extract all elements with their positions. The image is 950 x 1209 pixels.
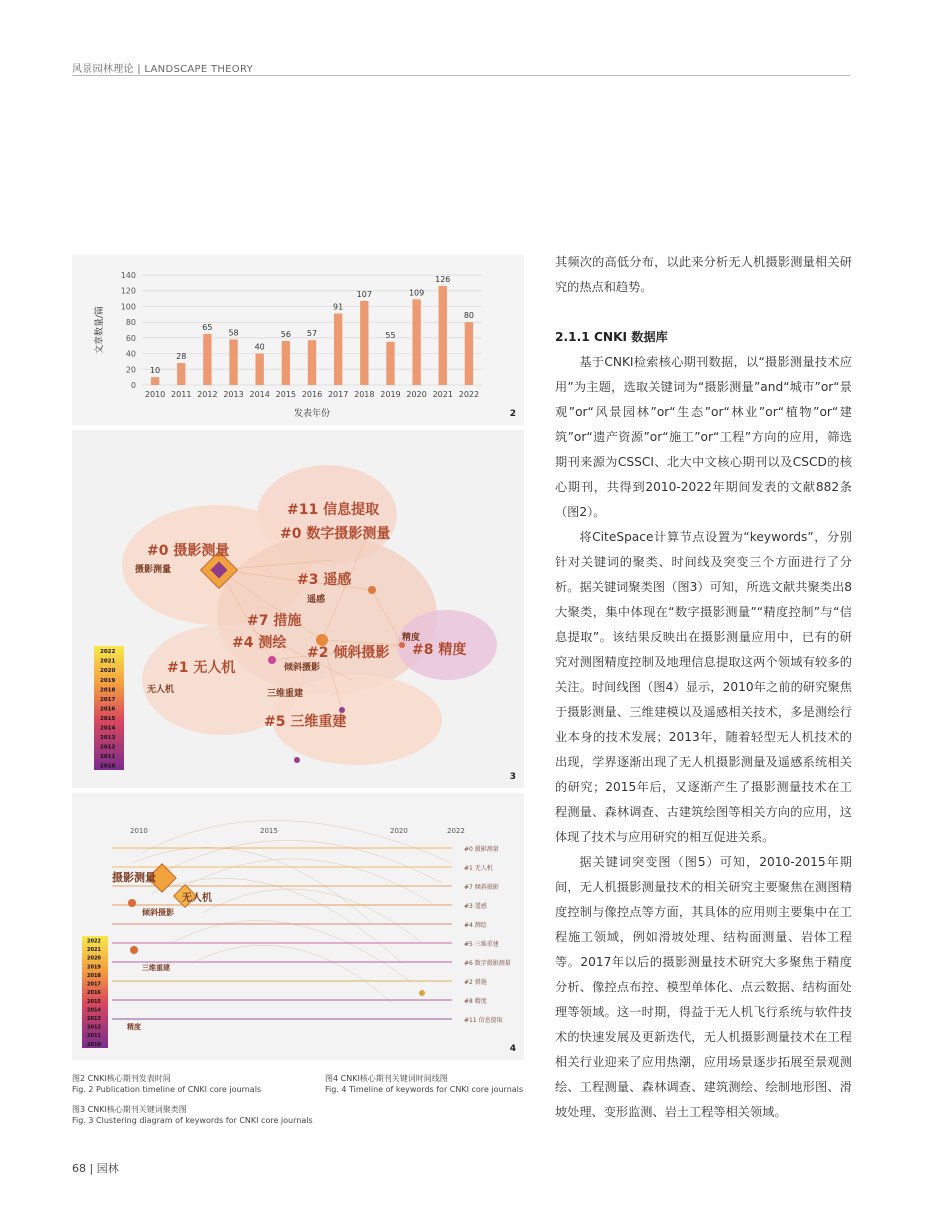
keyword-label: 倾斜摄影: [142, 908, 174, 917]
data-label: 80: [463, 311, 475, 321]
y-tick-label: 60: [125, 333, 136, 343]
data-label: 28: [176, 352, 187, 361]
bar: [412, 299, 420, 385]
keyword-label: 倾斜摄影: [284, 663, 321, 673]
cluster-label: #7 倾斜摄影: [464, 884, 499, 891]
cluster-label: #0 摄影测量: [464, 846, 499, 853]
node-dot: [368, 586, 376, 594]
x-tick-label: 2016: [301, 390, 323, 399]
caption-cn: 图2 CNKI核心期刊发表时间: [72, 1074, 171, 1083]
cluster-label: #11 信息提取: [464, 1017, 503, 1024]
cluster-label: #1 无人机: [464, 865, 493, 872]
y-tick-label: 120: [120, 286, 136, 296]
legend-year: 2017: [87, 981, 101, 988]
legend-year: 2014: [87, 1007, 101, 1014]
y-tick-label: 20: [125, 365, 136, 375]
data-label: 65: [202, 322, 213, 332]
x-tick-label: 2014: [249, 390, 270, 399]
x-tick-label: 2020: [406, 390, 427, 399]
legend-year: 2016: [100, 706, 116, 713]
legend-year: 2020: [100, 668, 116, 675]
data-label: 107: [356, 289, 372, 299]
figure-2: [72, 255, 524, 425]
x-tick-label: 2022: [458, 390, 480, 399]
bar: [229, 339, 237, 385]
keyword-timeline: [72, 793, 524, 1060]
keyword-label: 遥感: [307, 595, 326, 605]
bar: [439, 286, 447, 385]
node-dot: [339, 707, 345, 713]
data-label: 58: [228, 328, 239, 338]
bar: [360, 301, 368, 385]
caption-en: Fig. 4 Timeline of keywords for CNKI core journals: [325, 1085, 524, 1094]
paragraph: 基于CNKI检索核心期刊数据，以“摄影测量技术应用”为主题，选取关键词为“摄影测量”and“城市”or“景观”or“风景园林”or“生态”or“林业”or“植物”or“建筑”or“遗产资源”or“施工”or“工程”方向的应用，筛选期刊来源为CSSCI、北大中文核心期刊以及CSCD的核心期刊，共得到2010-2022年期间发表的文献882条（图2）。: [555, 355, 852, 519]
y-tick-label: 140: [120, 271, 136, 280]
keyword-label: 摄影测量: [112, 871, 156, 884]
header-divider: [72, 75, 850, 76]
legend-year: 2012: [87, 1024, 101, 1031]
keyword-label: 摄影测量: [135, 565, 172, 575]
data-label: 91: [333, 302, 344, 312]
x-tick-label: 2010: [144, 390, 166, 399]
bar: [386, 342, 394, 385]
section-heading: 2.1.1 CNKI 数据库: [555, 330, 668, 344]
x-tick-label: 2011: [171, 390, 192, 399]
keyword-label: 无人机: [182, 893, 212, 904]
x-tick-label: 2018: [354, 390, 375, 399]
data-label: 56: [280, 330, 291, 339]
data-label: 55: [385, 330, 396, 340]
keyword-label: 无人机: [147, 685, 175, 695]
cluster-label: #7 措施: [247, 613, 302, 629]
keyword-cluster-map: [72, 430, 524, 788]
legend-year: 2017: [100, 696, 116, 703]
x-tick-label: 2019: [380, 390, 401, 399]
legend-year: 2018: [87, 972, 101, 979]
y-tick-label: 40: [125, 349, 136, 359]
body-text: [555, 250, 852, 1125]
node-dot: [128, 899, 136, 907]
publication-bar-chart: [72, 255, 524, 425]
year-axis-label: 2022: [447, 827, 465, 835]
cluster-label: #5 三维重建: [264, 714, 347, 730]
legend-year: 2015: [87, 998, 101, 1005]
legend-year: 2019: [87, 964, 101, 971]
timeline-rows: [112, 845, 511, 1024]
bar: [177, 363, 185, 385]
paragraph: 其频次的高低分布，以此来分析无人机摄影测量相关研究的热点和趋势。: [555, 255, 852, 294]
legend-year: 2013: [100, 735, 116, 741]
keyword-label: 精度: [127, 1023, 141, 1031]
x-axis-title: 发表年份: [293, 409, 331, 419]
legend-year: 2022: [87, 938, 101, 945]
legend-year: 2010: [87, 1041, 101, 1048]
running-head: 风景园林理论 | LANDSCAPE THEORY: [72, 64, 253, 75]
year-legend: [82, 936, 108, 1048]
paragraph: 将CiteSpace计算节点设置为“keywords”，分别针对关键词的聚类、时间线及突变三个方面进行了分析。据关键词聚类图（图3）可知，所选文献共聚类出8大聚类，集中体现在“数字摄影测量”“精度控制”与“信息提取”。该结果反映出在摄影测量应用中，已有的研究对测图精度控制及地理信息提取这两个领域有较多的关注。时间线图（图4）显示，2010年之前的研究聚焦于摄影测量、三维建模以及遥感相关技术，多是测绘行业本身的技术发展；2013年，随着轻型无人机技术的出现，学界逐渐出现了无人机摄影测量及遥感系统相关的研究；2015年后，又逐渐产生了摄影测量技术在工程测量、森林调查、古建筑绘图等相关方向的应用，这体现了技术与应用研究的相互促进关系。: [555, 530, 852, 844]
cluster-label: #0 数字摄影测量: [280, 526, 391, 542]
cluster-label: #8 精度: [464, 998, 487, 1005]
node-dot: [294, 757, 300, 763]
legend-year: 2016: [87, 990, 101, 997]
cluster-label: #6 数字摄影测量: [464, 960, 511, 967]
keyword-label: 三维重建: [267, 689, 304, 699]
x-tick-label: 2012: [197, 390, 218, 399]
y-axis-title: 文章数量/篇: [95, 305, 105, 355]
legend-year: 2020: [87, 955, 101, 962]
cluster-label: #2 措施: [464, 979, 487, 986]
x-tick-label: 2013: [223, 390, 244, 399]
data-label: 57: [306, 329, 318, 339]
legend-year: 2021: [100, 658, 116, 665]
data-label: 10: [149, 366, 161, 376]
cluster-label: #2 倾斜摄影: [307, 645, 390, 661]
y-tick-label: 80: [125, 318, 136, 328]
bar: [334, 314, 342, 386]
cluster-label: #4 测绘: [464, 922, 487, 929]
data-label: 126: [435, 275, 451, 284]
bar: [282, 341, 290, 385]
bar: [256, 354, 264, 385]
figure-3-caption: [72, 1104, 313, 1126]
y-tick-label: 100: [120, 302, 136, 312]
figure-4-number: 4: [509, 1044, 516, 1054]
y-tick-label: 0: [130, 381, 136, 390]
node-dot: [130, 946, 138, 954]
page-footer: 68 | 园林: [72, 1162, 119, 1175]
year-axis-label: 2020: [390, 827, 408, 835]
cluster-label: #3 遥感: [464, 903, 487, 910]
cluster-label: #0 摄影测量: [147, 543, 230, 559]
keyword-label: 精度: [402, 633, 421, 643]
cluster-label: #1 无人机: [167, 660, 236, 676]
figure-3: [72, 430, 524, 788]
legend-year: 2022: [100, 649, 116, 656]
x-tick-label: 2015: [275, 390, 297, 399]
figure-3-number: 3: [509, 772, 516, 782]
figure-4-caption: [325, 1073, 523, 1095]
caption-en: Fig. 2 Publication timeline of CNKI core journals: [72, 1085, 262, 1094]
x-tick-label: 2017: [327, 390, 349, 399]
data-label: 40: [254, 342, 265, 352]
caption-cn: 图3 CNKI核心期刊关键词聚类图: [72, 1105, 187, 1114]
year-axis-label: 2015: [260, 827, 278, 835]
legend-year: 2011: [100, 754, 116, 761]
bar: [151, 377, 159, 385]
figure-2-caption: [72, 1073, 261, 1095]
bar: [308, 340, 316, 385]
legend-year: 2018: [100, 687, 116, 694]
legend-year: 2015: [100, 715, 116, 722]
data-label: 109: [408, 288, 425, 298]
legend-year: 2011: [87, 1033, 101, 1040]
year-axis-label: 2010: [130, 827, 148, 835]
bar: [203, 334, 211, 385]
node-dot: [419, 990, 425, 996]
bar: [465, 322, 473, 385]
figure-4: [72, 793, 524, 1060]
cluster-label: #3 遥感: [297, 572, 352, 588]
keyword-label: 三维重建: [142, 964, 170, 972]
cluster-label: #5 三维重建: [464, 941, 499, 948]
legend-year: 2021: [87, 947, 101, 954]
legend-year: 2010: [100, 763, 116, 770]
node-dot: [268, 656, 276, 664]
timeline-nodes: [128, 864, 425, 996]
legend-year: 2013: [87, 1016, 101, 1022]
legend-year: 2014: [100, 725, 116, 732]
caption-en: Fig. 3 Clustering diagram of keywords for CNKI core journals: [72, 1116, 313, 1125]
year-legend: [94, 646, 124, 770]
caption-cn: 图4 CNKI核心期刊关键词时间线图: [325, 1074, 448, 1083]
x-tick-label: 2021: [432, 390, 453, 399]
paragraph: 据关键词突变图（图5）可知，2010-2015年期间，无人机摄影测量技术的相关研究主要聚焦在测图精度控制与像控点等方面，其具体的应用则主要集中在工程施工领域，例如滑坡处理、结构面测量、岩体工程等。2017年以后的摄影测量技术研究大多聚焦于精度分析、像控点布控、模型单体化、点云数据、结构面处理等领域。这一时期，得益于无人机飞行系统与软件技术的快速发展及更新迭代，无人机摄影测量技术在工程相关行业迎来了应用热潮，应用场景逐步拓展至景观测绘、工程测量、森林调查、建筑测绘、绘制地形图、滑坡处理、变形监测、岩土工程等相关领域。: [555, 855, 852, 1119]
legend-year: 2012: [100, 744, 116, 751]
cluster-label: #4 测绘: [232, 635, 287, 651]
figure-2-number: 2: [509, 409, 516, 419]
cluster-label: #8 精度: [412, 642, 467, 658]
legend-year: 2019: [100, 677, 116, 684]
cluster-label: #11 信息提取: [287, 502, 380, 518]
